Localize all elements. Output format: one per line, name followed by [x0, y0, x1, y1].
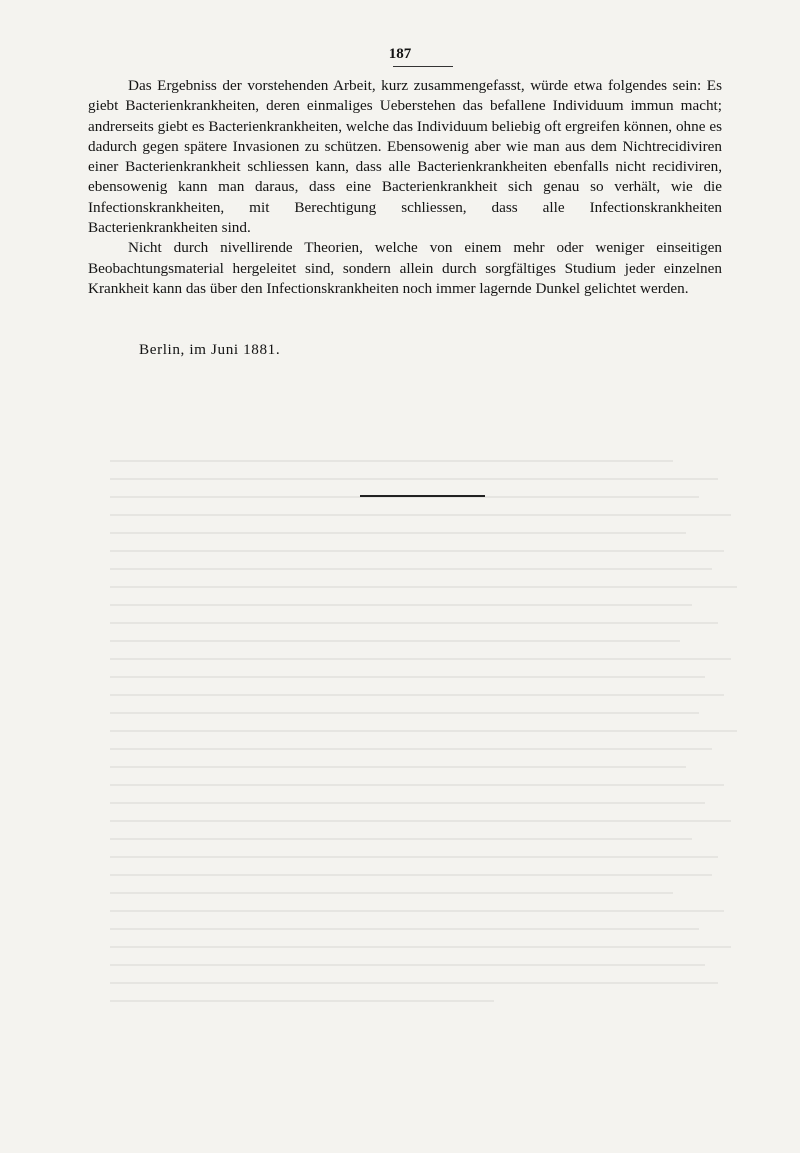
bleed-through-texture	[110, 460, 750, 1100]
section-divider	[360, 495, 485, 497]
page-number-rule	[393, 66, 453, 67]
paragraph-summary: Das Ergebniss der vorstehenden Arbeit, kurz zusammengefasst, würde etwa folgendes sein: Es giebt Bacterienkrankheiten, deren einmaliges Ueberstehen das befallene Individuum immun macht; andrerseits giebt es Bacterienkrankheiten, welche das Individuum beliebig oft ergreifen können, ohne es dadurch gegen spätere Invasionen zu schützen. Ebensowenig aber wie man aus dem Nichtrecidiviren einer Bacterienkrankheit schliessen kann, dass alle Bacterienkrankheiten ebenfalls nicht recidiviren, ebensowenig kann man daraus, dass eine Bacterienkrankheit sich genau so verhält, wie die Infectionskrankheiten, mit Berechtigung schliessen, dass alle Infectionskrankheiten Bacterienkrankheiten sind.	[88, 77, 722, 237]
page-number: 187	[388, 46, 412, 62]
place-date: Berlin, im Juni 1881.	[139, 341, 281, 358]
body-text	[88, 76, 722, 299]
paragraph-conclusion: Nicht durch nivellirende Theorien, welche von einem mehr oder weniger einseitigen Beobachtungsmaterial hergeleitet sind, sondern allein durch sorgfältiges Studium jeder einzelnen Krankheit kann das über den Infectionskrankheiten noch immer lagernde Dunkel gelichtet werden.	[88, 239, 722, 297]
